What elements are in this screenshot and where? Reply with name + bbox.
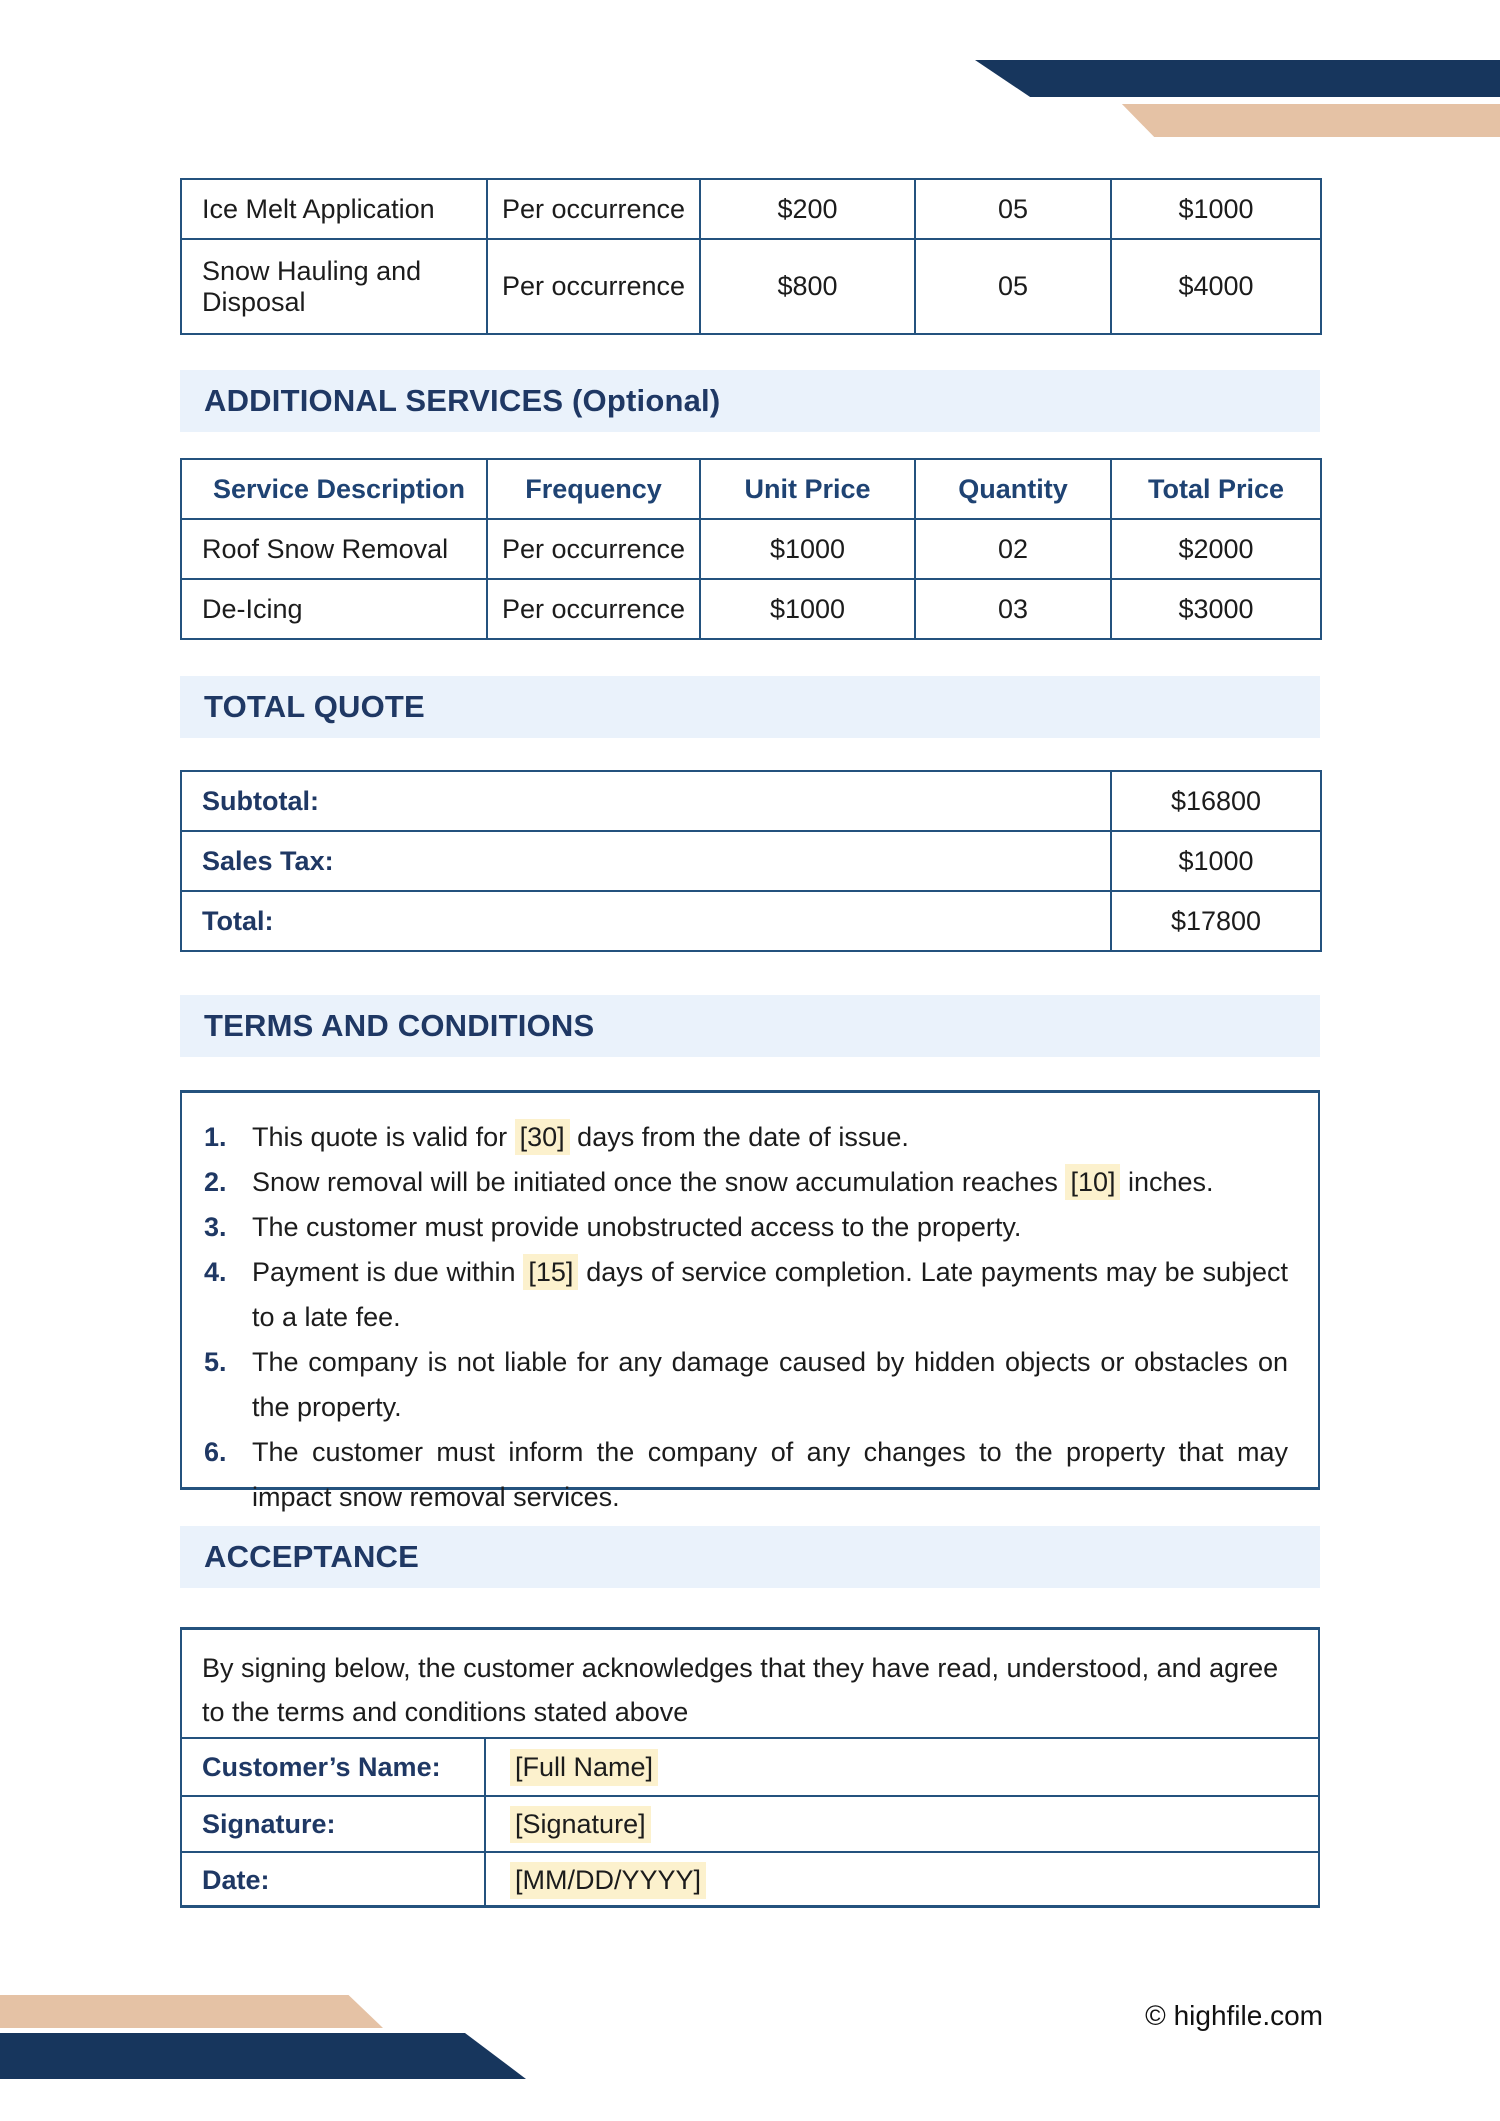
frequency-cell: Per occurrence <box>487 519 700 579</box>
sales-tax-value: $1000 <box>1111 831 1321 891</box>
additional-services-table <box>180 458 1322 640</box>
terms-and-conditions-box <box>180 1090 1320 1512</box>
frequency-cell: Per occurrence <box>487 579 700 639</box>
term-item <box>204 1430 1288 1520</box>
table-row <box>181 519 1321 579</box>
total-price-cell: $2000 <box>1111 519 1321 579</box>
total-price-cell: $3000 <box>1111 579 1321 639</box>
customer-name-row <box>182 1739 1318 1795</box>
term-text: Snow removal will be initiated once the snow accumulation reaches [10] inches. <box>252 1160 1288 1205</box>
quantity-cell: 02 <box>915 519 1111 579</box>
service-cell: Roof Snow Removal <box>181 519 487 579</box>
highlighted-placeholder[interactable]: [10] <box>1065 1164 1120 1200</box>
full-name-placeholder[interactable]: [Full Name] <box>510 1749 658 1786</box>
date-row <box>182 1851 1318 1907</box>
service-cell: Ice Melt Application <box>181 179 487 239</box>
sales-tax-label: Sales Tax: <box>181 831 1111 891</box>
additional-services-header-bar <box>180 370 1320 432</box>
table-row <box>181 831 1321 891</box>
term-number: 1. <box>204 1122 227 1152</box>
section-title: TOTAL QUOTE <box>204 689 425 724</box>
term-text: Payment is due within [15] days of service completion. Late payments may be subject to a late fee. <box>252 1250 1288 1340</box>
term-item <box>204 1250 1288 1340</box>
acceptance-box <box>180 1627 1320 1908</box>
services-continuation-table <box>180 178 1322 335</box>
quantity-cell: 05 <box>915 239 1111 334</box>
signature-row <box>182 1795 1318 1851</box>
total-quote-header-bar <box>180 676 1320 738</box>
term-item <box>204 1160 1288 1205</box>
unit-price-cell: $800 <box>700 239 915 334</box>
total-price-cell: $4000 <box>1111 239 1321 334</box>
acceptance-intro-text: By signing below, the customer acknowledges that they have read, understood, and agree to the terms and conditions stated above <box>182 1630 1318 1739</box>
date-placeholder[interactable]: [MM/DD/YYYY] <box>510 1862 706 1899</box>
signature-placeholder[interactable]: [Signature] <box>510 1806 651 1843</box>
term-number: 3. <box>204 1212 227 1242</box>
term-number: 6. <box>204 1437 227 1467</box>
date-label: Date: <box>182 1853 486 1907</box>
term-number: 5. <box>204 1347 227 1377</box>
table-header-row <box>181 459 1321 519</box>
unit-price-header: Unit Price <box>700 459 915 519</box>
section-title: ADDITIONAL SERVICES (Optional) <box>204 383 721 418</box>
service-description-header: Service Description <box>181 459 487 519</box>
subtotal-value: $16800 <box>1111 771 1321 831</box>
frequency-header: Frequency <box>487 459 700 519</box>
date-value <box>486 1853 1318 1907</box>
term-text: The customer must inform the company of any changes to the property that may impact snow removal services. <box>252 1437 1288 1512</box>
total-price-cell: $1000 <box>1111 179 1321 239</box>
section-title: ACCEPTANCE <box>204 1539 419 1574</box>
term-text: This quote is valid for [30] days from the date of issue. <box>252 1115 1288 1160</box>
term-item <box>204 1340 1288 1430</box>
customer-name-value <box>486 1739 1318 1795</box>
unit-price-cell: $1000 <box>700 519 915 579</box>
term-item <box>204 1115 1288 1160</box>
service-cell: De-Icing <box>181 579 487 639</box>
table-row <box>181 179 1321 239</box>
bottom-left-navy-band <box>0 2033 526 2079</box>
term-number: 2. <box>204 1167 227 1197</box>
table-row <box>181 239 1321 334</box>
highlighted-placeholder[interactable]: [15] <box>523 1254 578 1290</box>
unit-price-cell: $1000 <box>700 579 915 639</box>
signature-label: Signature: <box>182 1797 486 1851</box>
total-quote-table <box>180 770 1322 952</box>
top-right-tan-band <box>1120 104 1500 137</box>
table-row <box>181 771 1321 831</box>
term-item <box>204 1205 1288 1250</box>
quantity-cell: 03 <box>915 579 1111 639</box>
quantity-header: Quantity <box>915 459 1111 519</box>
terms-header-bar <box>180 995 1320 1057</box>
table-row <box>181 579 1321 639</box>
highlighted-placeholder[interactable]: [30] <box>515 1119 570 1155</box>
bottom-left-tan-band <box>0 1995 383 2028</box>
total-value: $17800 <box>1111 891 1321 951</box>
term-text: The customer must provide unobstructed access to the property. <box>252 1212 1022 1242</box>
term-number: 4. <box>204 1257 227 1287</box>
frequency-cell: Per occurrence <box>487 239 700 334</box>
frequency-cell: Per occurrence <box>487 179 700 239</box>
quantity-cell: 05 <box>915 179 1111 239</box>
signature-value <box>486 1797 1318 1851</box>
section-title: TERMS AND CONDITIONS <box>204 1008 595 1043</box>
unit-price-cell: $200 <box>700 179 915 239</box>
table-row <box>181 891 1321 951</box>
footer-credit: © highfile.com <box>1145 2000 1323 2031</box>
subtotal-label: Subtotal: <box>181 771 1111 831</box>
term-text: The company is not liable for any damage caused by hidden objects or obstacles on the property. <box>252 1347 1288 1422</box>
total-label: Total: <box>181 891 1111 951</box>
customer-name-label: Customer’s Name: <box>182 1739 486 1795</box>
service-cell: Snow Hauling and Disposal <box>181 239 487 334</box>
top-right-navy-band <box>975 60 1500 97</box>
total-price-header: Total Price <box>1111 459 1321 519</box>
acceptance-header-bar <box>180 1526 1320 1588</box>
